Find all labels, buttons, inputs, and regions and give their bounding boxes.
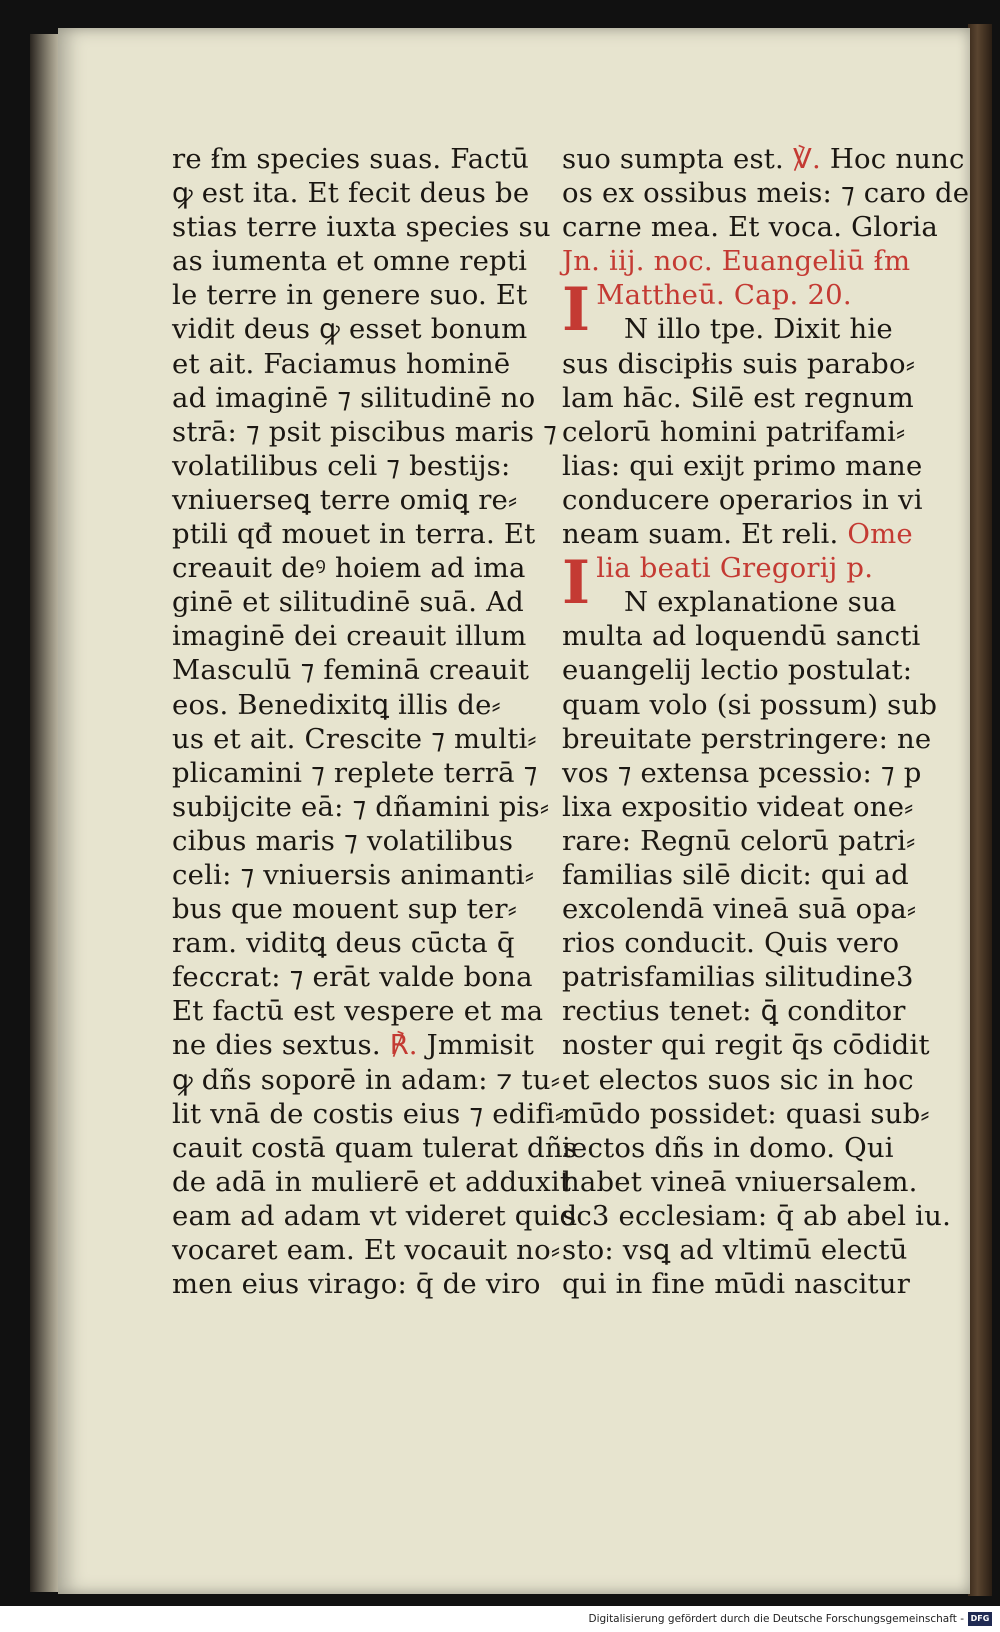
- text-line: rios conducit. Quis vero: [562, 927, 900, 960]
- text-line: familias silē dicit: qui ad: [562, 858, 909, 891]
- text-segment: ne dies sextus.: [172, 1029, 381, 1062]
- text-line: as iumenta et omne repti: [172, 245, 528, 278]
- text-line: patrisfamilias silitudine3: [562, 961, 914, 994]
- text-line: habet vineā vniuersalem.: [562, 1165, 918, 1198]
- footer-bar: [0, 1606, 1000, 1632]
- text-line: conducere operarios in vi: [562, 483, 923, 516]
- text-line: rectius tenet: ꝗ̄ conditor: [562, 995, 906, 1028]
- rubric-heading-line: Jn. iij. noc. Euangeliū ẜm: [562, 245, 911, 278]
- text-line: eos. Benedixitꝗ illis de⸗: [172, 688, 501, 721]
- text-line: stias terre iuxta species su: [172, 211, 551, 244]
- rubric-heading-line: lia beati Gregorij p.: [596, 552, 874, 585]
- text-line: men eius virago: q̄ de viro: [172, 1268, 541, 1301]
- text-line: breuitate perstringere: ne: [562, 722, 932, 755]
- left-text-column: [172, 142, 604, 1301]
- text-line: carne mea. Et voca. Gloria: [562, 211, 938, 244]
- text-line: quam volo (si possum) sub: [562, 688, 938, 721]
- text-line: cauit costā quam tulerat dñs: [172, 1131, 578, 1164]
- text-line-with-rubric: [562, 517, 998, 551]
- text-segment: neam suam. Et reli.: [562, 518, 839, 551]
- text-segment: suo sumpta est.: [562, 143, 784, 175]
- text-line: imaginē dei creauit illum: [172, 620, 527, 653]
- text-line: de adā in mulierē et adduxit: [172, 1165, 572, 1198]
- text-line-with-rubric: [562, 142, 998, 176]
- text-line: vos ⁊ extensa pcessio: ⁊ p: [562, 756, 922, 789]
- rubric-homily-mark: Ome: [838, 518, 913, 551]
- text-line: sus discipłis suis parabo⸗: [562, 347, 916, 380]
- text-line: Masculū ⁊ feminā creauit: [172, 654, 530, 687]
- text-line: lam hāc. Silē est regnum: [562, 381, 914, 414]
- text-line-with-rubric: [172, 1028, 604, 1062]
- red-initial-letter: I: [562, 548, 591, 619]
- text-line: N explanatione sua: [624, 586, 897, 619]
- text-line: ptili qđ mouet in terra. Et: [172, 518, 536, 551]
- text-line: ꝙ est ita. Et fecit deus be: [172, 177, 530, 210]
- text-line: ram. viditꝗ deus cūcta q̄: [172, 927, 515, 960]
- text-line: vidit deus ꝙ esset bonum: [172, 313, 528, 346]
- text-line: bus que mouent sup ter⸗: [172, 893, 518, 926]
- text-line: excolendā vineā suā opa⸗: [562, 893, 917, 926]
- text-line: qui in fine mūdi nascitur: [562, 1268, 911, 1301]
- text-line: subijcite eā: ⁊ dñamini pis⸗: [172, 790, 550, 823]
- text-line: iectos dñs in domo. Qui: [562, 1131, 894, 1164]
- text-line: re ẜm species suas. Factū: [172, 143, 530, 175]
- text-line: eam ad adam vt videret quid: [172, 1199, 578, 1232]
- text-line: ꝙ dñs soporē in adam: ⁊ tu⸗: [172, 1063, 561, 1096]
- text-line: lixa expositio videat one⸗: [562, 790, 914, 823]
- text-line: Et factū est vespere et ma: [172, 995, 544, 1028]
- text-line: le terre in genere suo. Et: [172, 279, 528, 312]
- rubric-response-mark: ℟.: [380, 1029, 427, 1062]
- book-page: [58, 28, 970, 1594]
- right-text-column: [562, 142, 998, 1301]
- text-line: mūdo possidet: quasi sub⸗: [562, 1097, 930, 1130]
- text-segment: Jmmisit: [426, 1029, 534, 1062]
- text-line: plicamini ⁊ replete terrā ⁊: [172, 756, 538, 789]
- text-line: euangelij lectio postulat:: [562, 654, 913, 687]
- text-line: N illo tpe. Dixit hie: [624, 313, 893, 346]
- text-line: os ex ossibus meis: ⁊ caro de: [562, 177, 970, 210]
- text-line: sto: vsꝗ ad vltimū electū: [562, 1234, 908, 1266]
- red-initial-letter: I: [562, 275, 591, 346]
- text-line: strā: ⁊ psit piscibus maris ⁊: [172, 415, 558, 448]
- text-segment: Hoc nunc: [829, 143, 965, 175]
- text-line: ginē et silitudinē suā. Ad: [172, 586, 524, 619]
- text-line: ad imaginē ⁊ silitudinē no: [172, 381, 536, 414]
- dfg-logo: DFG: [968, 1612, 992, 1626]
- text-line: noster qui regit q̄s cōdidit: [562, 1029, 930, 1062]
- text-line: et ait. Faciamus hominē: [172, 347, 511, 380]
- text-line: vniuerseꝗ terre omiꝗ re⸗: [172, 483, 518, 516]
- text-line: celorū homini patrifami⸗: [562, 415, 906, 448]
- funding-credit: Digitalisierung gefördert durch die Deutsche Forschungsgemeinschaft -: [588, 1613, 964, 1625]
- text-line: us et ait. Crescite ⁊ multi⸗: [172, 722, 537, 755]
- text-line: cibus maris ⁊ volatilibus: [172, 824, 514, 857]
- text-line: creauit deꝰ hoiem ad ima: [172, 552, 526, 585]
- text-line: celi: ⁊ vniuersis animanti⸗: [172, 858, 535, 891]
- rubric-heading-line: Mattheū. Cap. 20.: [596, 279, 852, 312]
- text-line: lias: qui exijt primo mane: [562, 449, 923, 482]
- text-line: feccrat: ⁊ erāt valde bona: [172, 961, 533, 994]
- text-line: multa ad loquendū sancti: [562, 620, 921, 653]
- text-line: vocaret eam. Et vocauit no⸗: [172, 1234, 561, 1266]
- text-line: et electos suos sic in hoc: [562, 1063, 914, 1096]
- text-line: volatilibus celi ⁊ bestijs:: [172, 449, 511, 482]
- text-line: sc3 ecclesiam: q̄ ab abel iu.: [562, 1199, 952, 1232]
- text-line: rare: Regnū celorū patri⸗: [562, 824, 916, 857]
- rubric-versicle-mark: ℣.: [784, 143, 830, 175]
- text-line: lit vnā de costis eius ⁊ edifi⸗: [172, 1097, 565, 1130]
